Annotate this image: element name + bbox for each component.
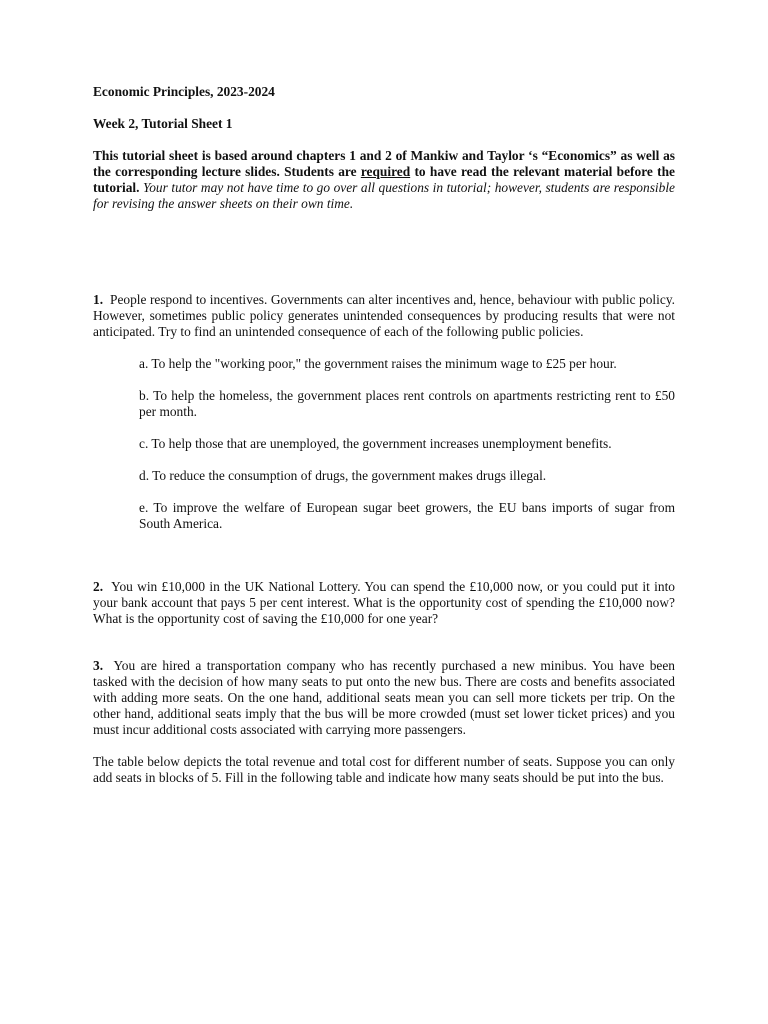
question-text: You win £10,000 in the UK National Lottery. You can spend the £10,000 now, or you could put it into your bank account that pays 5 per cent interest. What is the opportunity cost of spending the £10,000 now? What is the opportunity cost of saving the £10,000 for one year? (93, 579, 675, 626)
sheet-title: Week 2, Tutorial Sheet 1 (93, 116, 233, 131)
question-text: People respond to incentives. Governments can alter incentives and, hence, behaviour with public policy. However, sometimes public policy generates unintended consequences by producing results that were not anticipated. Try to find an unintended consequence of each of the following public policies. (93, 292, 675, 339)
list-item: e. To improve the welfare of European sugar beet growers, the EU bans imports of sugar from South America. (139, 500, 675, 531)
question-number: 2. (93, 579, 104, 594)
intro-italic-note: Your tutor may not have time to go over all questions in tutorial; however, students are responsible for revising the answer sheets on their own time. (93, 180, 675, 211)
policy-list (139, 356, 675, 532)
question-3-table-note: The table below depicts the total revenue and total cost for different number of seats. Suppose you can only add seats in blocks of 5. Fill in the following table and indicate how many seats should be put into the bus. (93, 754, 675, 785)
document-page (93, 84, 675, 786)
question-3 (93, 658, 675, 738)
required-word: required (360, 164, 411, 179)
list-item: b. To help the homeless, the government places rent controls on apartments restricting rent to £50 per month. (139, 388, 675, 419)
list-item: c. To help those that are unemployed, the government increases unemployment benefits. (139, 436, 612, 451)
intro-text-2: to have read the relevant material before the tutorial. (93, 164, 675, 195)
question-number: 3. (93, 658, 104, 673)
question-number: 1. (93, 292, 104, 307)
list-item: d. To reduce the consumption of drugs, the government makes drugs illegal. (139, 468, 547, 483)
list-item: a. To help the "working poor," the government raises the minimum wage to £25 per hour. (139, 356, 617, 371)
question-1 (93, 292, 675, 340)
question-2 (93, 579, 675, 627)
question-text: You are hired a transportation company who has recently purchased a new minibus. You have been tasked with the decision of how many seats to put onto the new bus. There are costs and benefits associated with adding more seats. On the one hand, additional seats mean you can sell more tickets per trip. On the other hand, additional seats imply that the bus will be more crowded (must set lower ticket prices) and you must incur additional costs associated with carrying more passengers. (93, 658, 675, 737)
intro-text: This tutorial sheet is based around chapters 1 and 2 of Mankiw and Taylor ‘s “Economics” as well as the corresponding lecture slides. Students are (93, 148, 675, 179)
course-title: Economic Principles, 2023-2024 (93, 84, 275, 99)
intro-paragraph (93, 148, 675, 212)
